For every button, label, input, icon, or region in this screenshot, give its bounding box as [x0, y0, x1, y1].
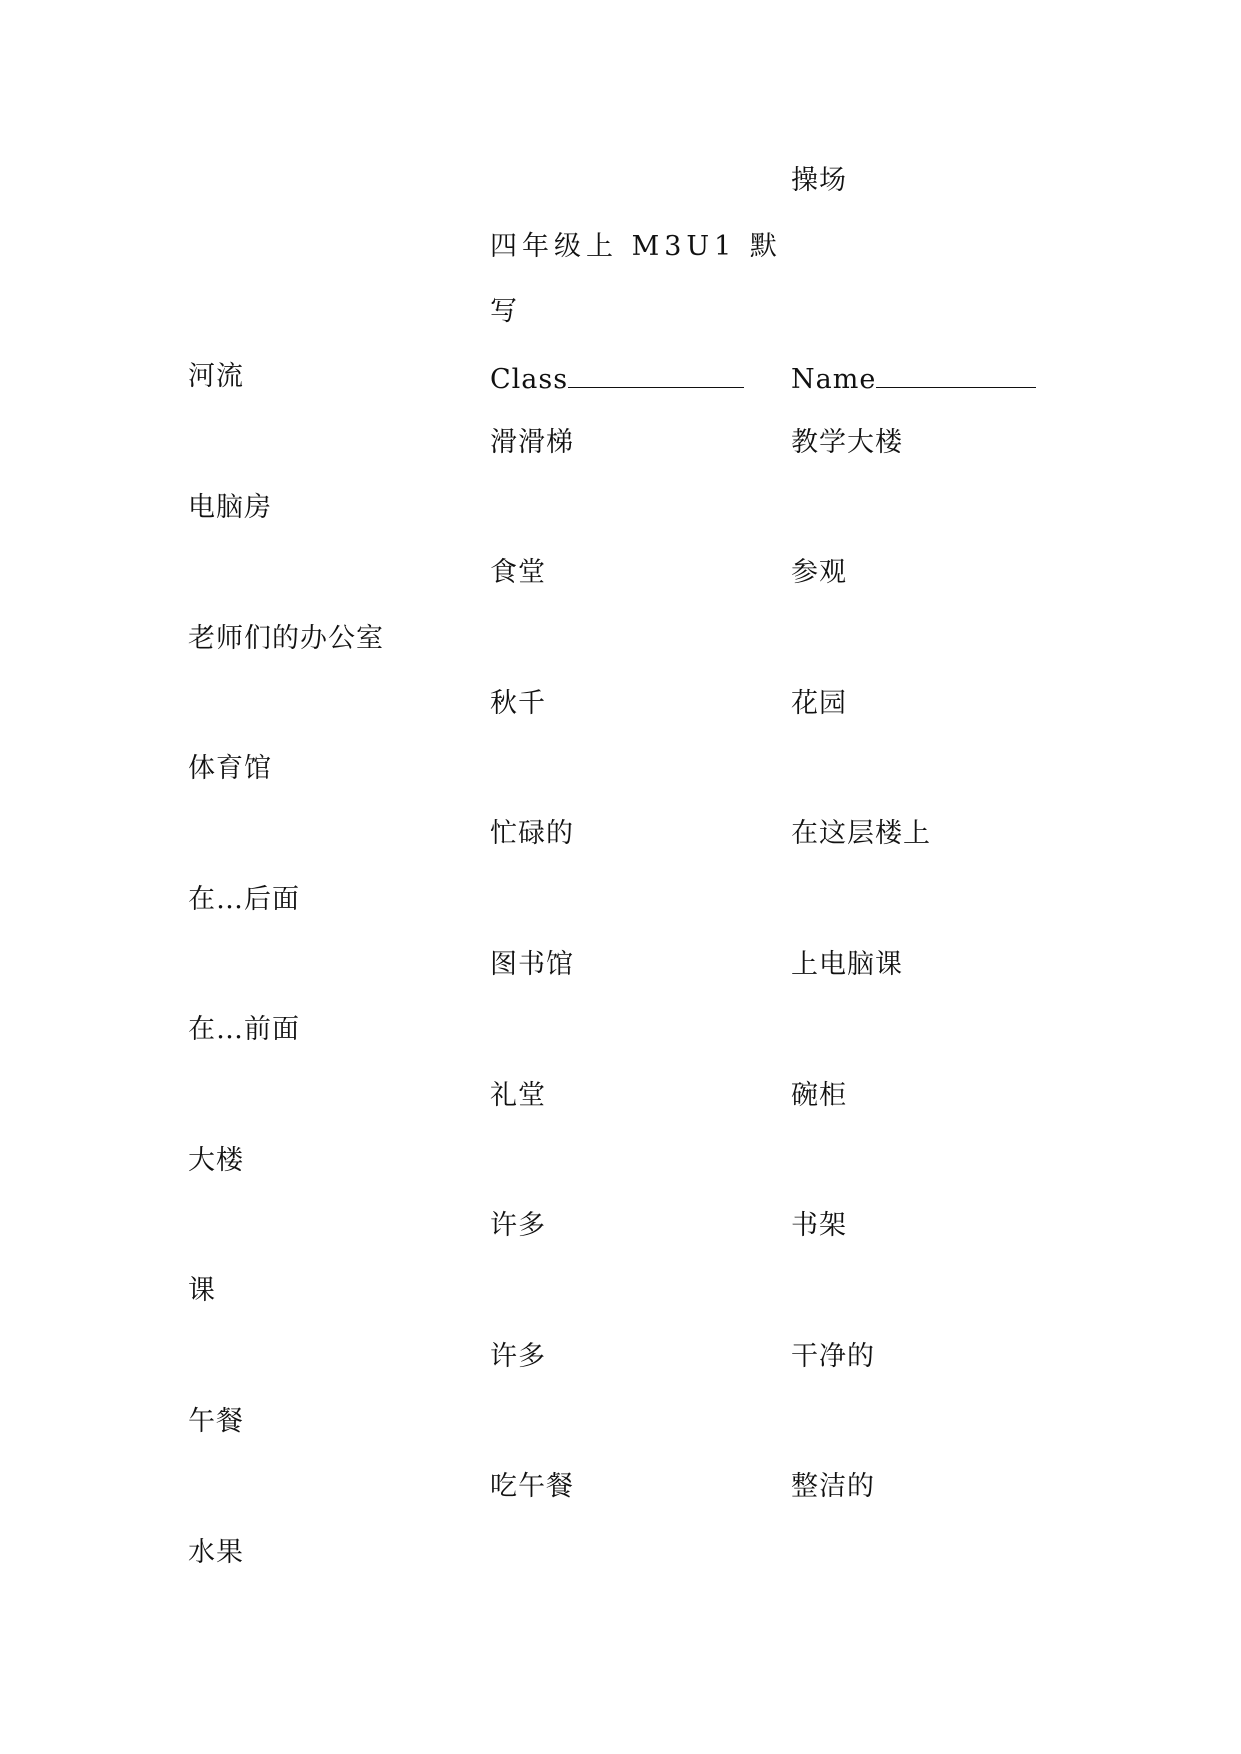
word-in-front-of: 在…前面 [188, 1014, 300, 1045]
word-computer-lesson: 上电脑课 [791, 949, 903, 980]
word-many-2: 许多 [490, 1341, 546, 1372]
word-slide: 滑滑梯 [490, 427, 574, 458]
word-building: 大楼 [188, 1145, 244, 1176]
word-behind: 在…后面 [188, 884, 300, 915]
word-computer-room: 电脑房 [188, 492, 272, 523]
word-clean: 干净的 [791, 1341, 875, 1372]
word-canteen: 食堂 [490, 557, 546, 588]
word-river: 河流 [188, 361, 244, 392]
word-lunch: 午餐 [188, 1406, 244, 1437]
class-blank [568, 361, 744, 388]
word-busy: 忙碌的 [490, 818, 574, 849]
word-playground: 操场 [791, 165, 847, 196]
word-lesson: 课 [188, 1275, 216, 1306]
name-blank [876, 361, 1036, 388]
word-visit: 参观 [791, 557, 847, 588]
worksheet-title: 四年级上 M3U1 默 [490, 231, 782, 262]
name-field [791, 361, 1036, 396]
word-hall: 礼堂 [490, 1080, 546, 1111]
word-cupboard: 碗柜 [791, 1080, 847, 1111]
word-tidy: 整洁的 [791, 1471, 875, 1502]
word-many-1: 许多 [490, 1210, 546, 1241]
class-label: Class [490, 364, 569, 395]
word-teachers-office: 老师们的办公室 [188, 623, 384, 654]
word-fruit: 水果 [188, 1537, 244, 1568]
word-bookshelf: 书架 [791, 1210, 847, 1241]
word-garden: 花园 [791, 688, 847, 719]
worksheet-title-continued: 写 [490, 296, 518, 327]
word-gym: 体育馆 [188, 753, 272, 784]
word-on-this-floor: 在这层楼上 [791, 818, 931, 849]
word-have-lunch: 吃午餐 [490, 1471, 574, 1502]
word-teaching-building: 教学大楼 [791, 427, 903, 458]
class-field [490, 361, 744, 396]
name-label: Name [791, 364, 877, 395]
word-swing: 秋千 [490, 688, 546, 719]
word-library: 图书馆 [490, 949, 574, 980]
